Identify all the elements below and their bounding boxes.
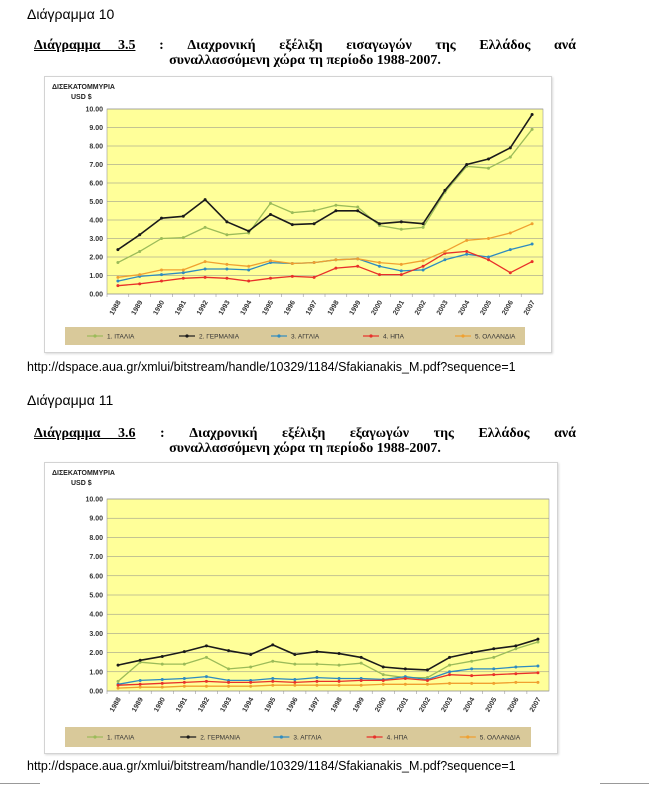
data-point <box>204 268 207 271</box>
data-point <box>293 653 296 656</box>
x-tick-label: 1997 <box>307 696 322 714</box>
x-tick-label: 1988 <box>108 696 123 714</box>
data-point <box>422 222 425 225</box>
data-point <box>291 275 294 278</box>
y-tick-label: 2.00 <box>89 254 103 262</box>
data-point <box>492 656 495 659</box>
data-point <box>204 276 207 279</box>
x-tick-label: 1994 <box>239 299 254 317</box>
caption-word: Διαχρονική <box>187 38 256 53</box>
x-tick-label: 1999 <box>352 696 366 714</box>
y-tick-label: 4.00 <box>89 611 103 619</box>
data-point <box>293 678 296 681</box>
data-point <box>404 683 407 686</box>
data-point <box>448 656 451 659</box>
data-point <box>139 686 142 689</box>
y-tick-label: 6.00 <box>89 180 103 188</box>
data-point <box>313 209 316 212</box>
data-point <box>378 222 381 225</box>
data-point <box>536 638 539 641</box>
data-point <box>227 685 230 688</box>
data-point <box>422 226 425 229</box>
data-point <box>382 673 385 676</box>
data-point <box>448 673 451 676</box>
legend-marker <box>93 735 96 738</box>
data-point <box>487 256 490 259</box>
data-point <box>531 113 534 116</box>
data-point <box>249 653 252 656</box>
data-point <box>293 681 296 684</box>
caption-ref: Διάγραμμα 3.6 <box>34 426 136 441</box>
data-point <box>356 209 359 212</box>
x-tick-label: 1994 <box>241 696 256 714</box>
caption-word: Ελλάδος <box>478 426 530 441</box>
legend-label: 2. ΓΕΡΜΑΝΙΑ <box>200 734 241 742</box>
x-tick-label: 1991 <box>175 696 190 714</box>
data-point <box>161 686 164 689</box>
caption-line-2: συναλλασσόμενη χώρα τη περίοδο 1988-2007. <box>169 441 441 456</box>
legend-marker <box>277 334 280 337</box>
data-point <box>470 660 473 663</box>
caption-word: εξαγωγών <box>349 426 410 441</box>
data-point <box>360 684 363 687</box>
data-point <box>247 265 250 268</box>
data-point <box>536 641 539 644</box>
caption-word: Διαχρονική <box>189 426 258 441</box>
data-point <box>293 684 296 687</box>
data-point <box>116 284 119 287</box>
data-point <box>470 674 473 677</box>
data-point <box>338 664 341 667</box>
data-point <box>334 258 337 261</box>
y-tick-label: 2.00 <box>89 650 103 658</box>
data-point <box>183 650 186 653</box>
legend-label: 3. ΑΓΓΛΙΑ <box>291 333 320 341</box>
data-point <box>227 667 230 670</box>
data-point <box>509 248 512 251</box>
data-point <box>465 250 468 253</box>
legend-label: 1. ΙΤΑΛΙΑ <box>107 333 135 341</box>
caption-line-2: συναλλασσόμενη χώρα τη περίοδο 1988-2007. <box>169 53 441 68</box>
data-point <box>360 656 363 659</box>
data-point <box>249 681 252 684</box>
x-tick-label: 1988 <box>108 299 123 317</box>
x-tick-label: 1998 <box>326 299 341 317</box>
caption-word: της <box>433 426 454 441</box>
data-point <box>227 649 230 652</box>
data-point <box>313 222 316 225</box>
data-point <box>509 156 512 159</box>
data-point <box>422 259 425 262</box>
data-point <box>225 277 228 280</box>
x-tick-label: 1996 <box>283 299 298 317</box>
y-tick-label: 0.00 <box>89 688 103 696</box>
data-point <box>116 276 119 279</box>
data-point <box>360 679 363 682</box>
y-tick-label: 0.00 <box>89 291 103 299</box>
x-tick-label: 2005 <box>484 696 499 714</box>
data-point <box>338 677 341 680</box>
caption-word: εισαγωγών <box>346 38 412 53</box>
data-point <box>492 667 495 670</box>
data-point <box>161 678 164 681</box>
data-point <box>205 680 208 683</box>
x-tick-label: 1993 <box>219 696 234 714</box>
data-point <box>247 268 250 271</box>
data-point <box>400 269 403 272</box>
data-point <box>487 237 490 240</box>
y-tick-label: 1.00 <box>89 669 103 677</box>
data-point <box>400 273 403 276</box>
y-axis-title: ΔΙΣΕΚΑΤΟΜΜΥΡΙΑ <box>52 84 115 91</box>
y-tick-label: 3.00 <box>89 236 103 243</box>
data-point <box>536 665 539 668</box>
data-point <box>509 271 512 274</box>
data-point <box>509 231 512 234</box>
data-point <box>315 684 318 687</box>
data-point <box>487 167 490 170</box>
x-tick-label: 2006 <box>506 696 521 714</box>
legend-label: 5. ΟΛΛΑΝΔΙΑ <box>479 734 521 742</box>
y-tick-label: 6.00 <box>89 573 103 581</box>
data-point <box>514 666 517 669</box>
data-point <box>448 670 451 673</box>
caption-diagram-3-6 <box>34 426 576 456</box>
data-point <box>138 282 141 285</box>
caption-colon: : <box>159 38 164 53</box>
data-point <box>204 198 207 201</box>
x-tick-label: 2000 <box>374 696 388 714</box>
data-point <box>225 268 228 271</box>
data-point <box>465 163 468 166</box>
x-tick-label: 1999 <box>348 299 363 317</box>
data-point <box>443 258 446 261</box>
data-point <box>116 248 119 251</box>
chart-imports-frame <box>44 76 552 353</box>
data-point <box>160 237 163 240</box>
data-point <box>492 682 495 685</box>
data-point <box>161 655 164 658</box>
source-link-1[interactable]: http://dspace.aua.gr/xmlui/bitstream/handle/10329/1184/Sfakianakis_M.pdf?sequence=1 <box>27 360 516 374</box>
data-point <box>487 258 490 261</box>
data-point <box>334 204 337 207</box>
data-point <box>470 651 473 654</box>
data-point <box>139 683 142 686</box>
footer-rule-right <box>600 783 649 784</box>
data-point <box>205 685 208 688</box>
data-point <box>492 673 495 676</box>
data-point <box>313 276 316 279</box>
data-point <box>160 280 163 283</box>
data-point <box>205 656 208 659</box>
data-point <box>117 680 120 683</box>
legend-label: 5. ΟΛΛΑΝΔΙΑ <box>475 333 516 341</box>
data-point <box>382 683 385 686</box>
data-point <box>514 681 517 684</box>
x-tick-label: 1993 <box>217 299 232 317</box>
data-point <box>182 268 185 271</box>
data-point <box>531 260 534 263</box>
data-point <box>426 679 429 682</box>
data-point <box>182 236 185 239</box>
data-point <box>183 677 186 680</box>
data-point <box>183 685 186 688</box>
legend-label: 2. ΓΕΡΜΑΝΙΑ <box>199 333 240 341</box>
caption-diagram-3-5 <box>34 38 576 68</box>
data-point <box>400 220 403 223</box>
section-label-diagram-11: Διάγραμμα 11 <box>27 392 114 408</box>
legend-label: 4. ΗΠΑ <box>386 734 408 742</box>
x-tick-label: 2003 <box>435 299 450 317</box>
data-point <box>247 230 250 233</box>
x-tick-label: 2007 <box>522 299 537 317</box>
data-point <box>315 676 318 679</box>
chart-exports <box>45 463 557 753</box>
caption-word: ανά <box>554 38 576 53</box>
chart-exports-frame <box>44 462 558 754</box>
x-tick-label: 2007 <box>528 696 543 714</box>
data-point <box>338 652 341 655</box>
data-point <box>205 675 208 678</box>
data-point <box>492 647 495 650</box>
data-point <box>470 682 473 685</box>
x-tick-label: 2001 <box>396 696 411 714</box>
chart-imports <box>45 77 551 352</box>
data-point <box>400 263 403 266</box>
data-point <box>225 263 228 266</box>
x-tick-label: 2006 <box>501 299 516 317</box>
data-point <box>117 687 120 690</box>
data-point <box>247 280 250 283</box>
x-tick-label: 2000 <box>370 299 385 317</box>
data-point <box>138 273 141 276</box>
data-point <box>536 671 539 674</box>
x-tick-label: 1991 <box>174 299 189 317</box>
data-point <box>227 681 230 684</box>
data-point <box>139 659 142 662</box>
data-point <box>271 677 274 680</box>
y-tick-label: 3.00 <box>89 630 103 638</box>
data-point <box>160 268 163 271</box>
data-point <box>531 243 534 246</box>
y-tick-label: 7.00 <box>89 554 103 562</box>
data-point <box>269 259 272 262</box>
data-point <box>271 684 274 687</box>
data-point <box>514 644 517 647</box>
data-point <box>356 206 359 209</box>
data-point <box>204 260 207 263</box>
data-point <box>183 681 186 684</box>
legend-marker <box>373 735 376 738</box>
data-point <box>465 239 468 242</box>
data-point <box>271 643 274 646</box>
data-point <box>514 672 517 675</box>
x-tick-label: 2002 <box>418 696 433 714</box>
legend-label: 4. ΗΠΑ <box>383 333 404 341</box>
data-point <box>422 268 425 271</box>
y-tick-label: 10.00 <box>85 496 103 504</box>
data-point <box>183 663 186 666</box>
x-tick-label: 1998 <box>329 696 344 714</box>
data-point <box>291 262 294 265</box>
data-point <box>249 666 252 669</box>
y-tick-label: 9.00 <box>89 515 103 523</box>
x-tick-label: 2003 <box>440 696 455 714</box>
y-axis-unit: USD $ <box>71 94 92 101</box>
y-tick-label: 10.00 <box>85 106 103 114</box>
data-point <box>360 662 363 665</box>
data-point <box>470 667 473 670</box>
x-tick-label: 2001 <box>392 299 407 317</box>
caption-colon: : <box>160 426 165 441</box>
legend-marker <box>280 735 283 738</box>
data-point <box>382 666 385 669</box>
data-point <box>378 273 381 276</box>
section-label-diagram-10: Διάγραμμα 10 <box>27 6 115 22</box>
x-tick-label: 1997 <box>304 299 319 317</box>
data-point <box>116 261 119 264</box>
data-point <box>315 650 318 653</box>
x-tick-label: 1990 <box>153 696 167 714</box>
data-point <box>378 261 381 264</box>
data-point <box>204 226 207 229</box>
data-point <box>404 677 407 680</box>
y-tick-label: 7.00 <box>89 162 103 169</box>
data-point <box>426 668 429 671</box>
data-point <box>448 664 451 667</box>
data-point <box>334 209 337 212</box>
data-point <box>356 257 359 260</box>
data-point <box>443 189 446 192</box>
data-point <box>426 683 429 686</box>
data-point <box>160 217 163 220</box>
x-tick-label: 1989 <box>130 299 145 317</box>
legend-marker <box>185 334 188 337</box>
data-point <box>139 679 142 682</box>
x-tick-label: 1995 <box>261 299 276 317</box>
data-point <box>338 680 341 683</box>
data-point <box>313 261 316 264</box>
y-axis-title: ΔΙΣΕΚΑΤΟΜΜΥΡΙΑ <box>52 470 115 477</box>
data-point <box>293 663 296 666</box>
caption-word: εξέλιξη <box>281 426 326 441</box>
data-point <box>225 233 228 236</box>
y-axis-unit: USD $ <box>71 480 92 487</box>
caption-word: ανά <box>554 426 576 441</box>
data-point <box>378 265 381 268</box>
data-point <box>536 681 539 684</box>
data-point <box>487 157 490 160</box>
data-point <box>271 680 274 683</box>
data-point <box>531 128 534 131</box>
data-point <box>509 146 512 149</box>
data-point <box>117 664 120 667</box>
y-tick-label: 8.00 <box>89 534 103 542</box>
source-link-2[interactable]: http://dspace.aua.gr/xmlui/bitstream/handle/10329/1184/Sfakianakis_M.pdf?sequence=1 <box>27 759 516 773</box>
caption-word: Ελλάδος <box>479 38 531 53</box>
data-point <box>182 215 185 218</box>
x-tick-label: 1989 <box>131 696 145 714</box>
data-point <box>205 644 208 647</box>
caption-word: της <box>435 38 456 53</box>
data-point <box>338 684 341 687</box>
x-tick-label: 2005 <box>479 299 494 317</box>
y-tick-label: 5.00 <box>89 199 103 206</box>
legend-label: 3. ΑΓΓΛΙΑ <box>293 734 322 742</box>
legend-label: 1. ΙΤΑΛΙΑ <box>107 734 135 742</box>
data-point <box>182 277 185 280</box>
data-point <box>404 667 407 670</box>
caption-word: εξέλιξη <box>279 38 323 53</box>
data-point <box>443 250 446 253</box>
data-point <box>160 273 163 276</box>
data-point <box>465 253 468 256</box>
data-point <box>531 222 534 225</box>
data-point <box>315 663 318 666</box>
data-point <box>138 250 141 253</box>
data-point <box>182 271 185 274</box>
y-tick-label: 8.00 <box>89 143 103 151</box>
legend-marker <box>369 334 372 337</box>
data-point <box>116 280 119 283</box>
legend-marker <box>466 735 469 738</box>
data-point <box>161 682 164 685</box>
x-tick-label: 2004 <box>462 696 477 714</box>
data-point <box>291 223 294 226</box>
data-point <box>138 233 141 236</box>
data-point <box>269 202 272 205</box>
data-point <box>448 682 451 685</box>
data-point <box>382 679 385 682</box>
caption-ref: Διάγραμμα 3.5 <box>34 38 136 53</box>
y-tick-label: 5.00 <box>89 592 103 600</box>
legend-marker <box>187 735 190 738</box>
data-point <box>225 220 228 223</box>
data-point <box>514 647 517 650</box>
y-tick-label: 9.00 <box>89 125 103 132</box>
legend-marker <box>93 334 96 337</box>
data-point <box>249 685 252 688</box>
data-point <box>315 680 318 683</box>
data-point <box>117 684 120 687</box>
x-tick-label: 1992 <box>195 299 210 317</box>
footer-rule-left <box>0 783 40 784</box>
data-point <box>269 213 272 216</box>
data-point <box>271 660 274 663</box>
data-point <box>400 228 403 231</box>
y-tick-label: 1.00 <box>89 273 103 280</box>
x-tick-label: 1995 <box>263 696 278 714</box>
x-tick-label: 1990 <box>152 299 167 317</box>
data-point <box>334 267 337 270</box>
x-tick-label: 1992 <box>197 696 212 714</box>
data-point <box>291 211 294 214</box>
x-tick-label: 2004 <box>457 299 472 317</box>
data-point <box>161 663 164 666</box>
data-point <box>356 265 359 268</box>
legend-marker <box>461 334 464 337</box>
data-point <box>422 265 425 268</box>
data-point <box>269 277 272 280</box>
x-tick-label: 2002 <box>413 299 428 317</box>
y-tick-label: 4.00 <box>89 217 103 225</box>
x-tick-label: 1996 <box>285 696 300 714</box>
